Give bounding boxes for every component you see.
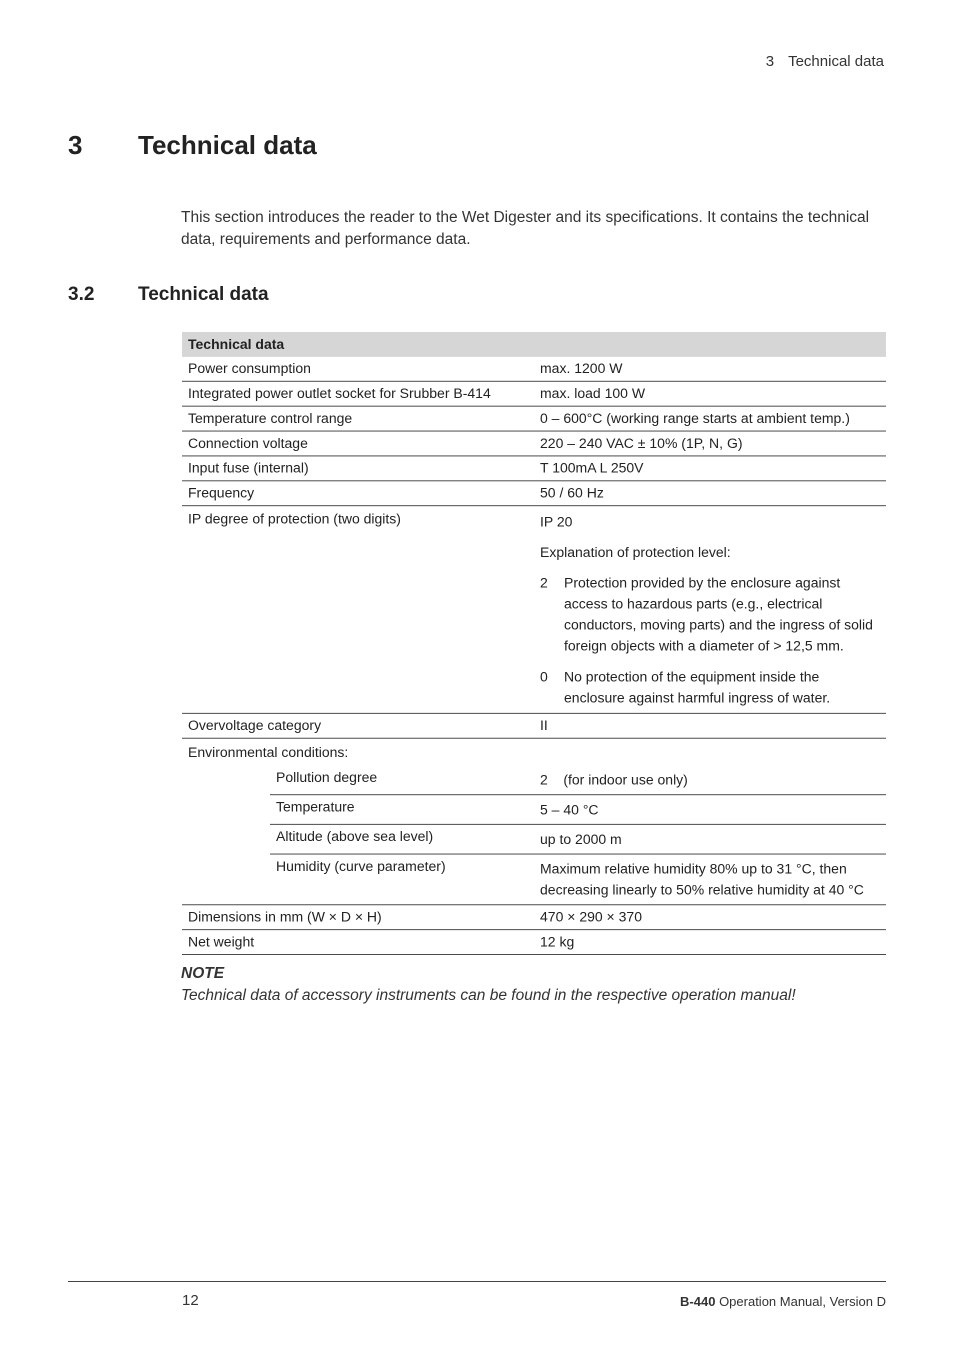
overvoltage-row — [182, 714, 886, 739]
table-row — [182, 382, 886, 407]
env-value: 2 (for indoor use only) — [540, 772, 688, 788]
env-value: 5 – 40 °C — [540, 801, 599, 818]
row-value: 470 × 290 × 370 — [540, 909, 642, 925]
ip-item-text: No protection of the equipment inside the enclosure against harmful ingress of water. — [564, 668, 831, 706]
table-header: Technical data — [182, 332, 886, 357]
table-row — [182, 481, 886, 506]
section-num: 3.2 — [68, 284, 95, 305]
page-number: 12 — [182, 1292, 199, 1309]
row-value: max. load 100 W — [540, 385, 646, 401]
note-text: Technical data of accessory instruments can be found in the respective operation manual! — [181, 987, 796, 1004]
ip-item — [540, 572, 880, 656]
footer-model: B-440 — [680, 1294, 716, 1309]
env-label: Pollution degree — [276, 769, 378, 785]
ip-label: IP degree of protection (two digits) — [188, 510, 401, 527]
row-label: Frequency — [188, 485, 255, 501]
footer-manual-title — [680, 1294, 886, 1309]
table-row — [182, 432, 886, 457]
footer-manual: Operation Manual, Version D — [715, 1294, 886, 1309]
env-value: up to 2000 m — [540, 831, 622, 847]
section-heading — [68, 284, 269, 306]
environment-row — [270, 766, 886, 796]
row-label: Dimensions in mm (W × D × H) — [188, 909, 382, 925]
table-row — [182, 456, 886, 481]
row-value: 12 kg — [540, 933, 575, 950]
intro-paragraph: This section introduces the reader to the Wet Digester and its specifications. It contains the technical data, requirements and performance data. — [181, 209, 870, 248]
row-label: Overvoltage category — [188, 717, 322, 733]
row-value: 220 – 240 VAC ± 10% (1P, N, G) — [540, 435, 743, 451]
row-value: 50 / 60 Hz — [540, 485, 604, 501]
environment-block — [182, 739, 886, 906]
ip-item — [540, 666, 880, 708]
note-label: NOTE — [181, 965, 225, 982]
table-row — [182, 407, 886, 432]
running-header-chapter-title: Technical data — [788, 53, 884, 70]
section-title: Technical data — [138, 284, 269, 305]
dimensions-row — [182, 905, 886, 930]
row-label: Integrated power outlet socket for Srubber B-414 — [188, 385, 491, 401]
ip-item-num: 0 — [540, 668, 548, 685]
environment-row — [270, 855, 886, 905]
row-value: T 100mA L 250V — [540, 460, 644, 476]
row-value: max. 1200 W — [540, 360, 623, 377]
env-label: Temperature — [276, 799, 355, 815]
chapter-title: Technical data — [138, 130, 317, 160]
env-label: Humidity (curve parameter) — [276, 858, 446, 874]
environment-row — [270, 795, 886, 825]
ip-explanation: Explanation of protection level: — [540, 544, 731, 560]
running-header-chapter-num: 3 — [765, 53, 775, 70]
chapter-num: 3 — [68, 130, 83, 160]
weight-row — [182, 930, 886, 955]
row-label: Power consumption — [188, 360, 311, 377]
row-label: Net weight — [188, 933, 255, 950]
footer-divider — [68, 1281, 886, 1282]
row-value: II — [540, 717, 548, 733]
chapter-heading — [68, 130, 317, 161]
ip-item-text: Protection provided by the enclosure against access to hazardous parts (e.g., electrical conductors, moving parts) and the ingress of solid foreign objects with a diameter of > 12,5 mm. — [564, 575, 873, 654]
environment-label: Environmental conditions: — [188, 744, 349, 760]
ip-value: IP 20 — [540, 513, 573, 530]
table-row — [182, 357, 886, 382]
row-label: Connection voltage — [188, 435, 308, 451]
ip-value-cell — [534, 506, 886, 713]
row-value: 0 – 600°C (working range starts at ambient temp.) — [540, 410, 850, 426]
env-value: Maximum relative humidity 80% up to 31 °C, then decreasing linearly to 50% relative humidity at 40 °C — [540, 861, 864, 898]
row-label: Temperature control range — [188, 410, 353, 426]
environment-subtable — [182, 766, 886, 905]
row-label: Input fuse (internal) — [188, 460, 309, 476]
technical-data-table — [182, 332, 886, 955]
ip-item-num: 2 — [540, 575, 548, 591]
environment-row — [270, 825, 886, 855]
running-header — [766, 53, 884, 70]
ip-protection-row — [182, 506, 886, 714]
env-label: Altitude (above sea level) — [276, 828, 434, 844]
note-box — [181, 963, 886, 1007]
